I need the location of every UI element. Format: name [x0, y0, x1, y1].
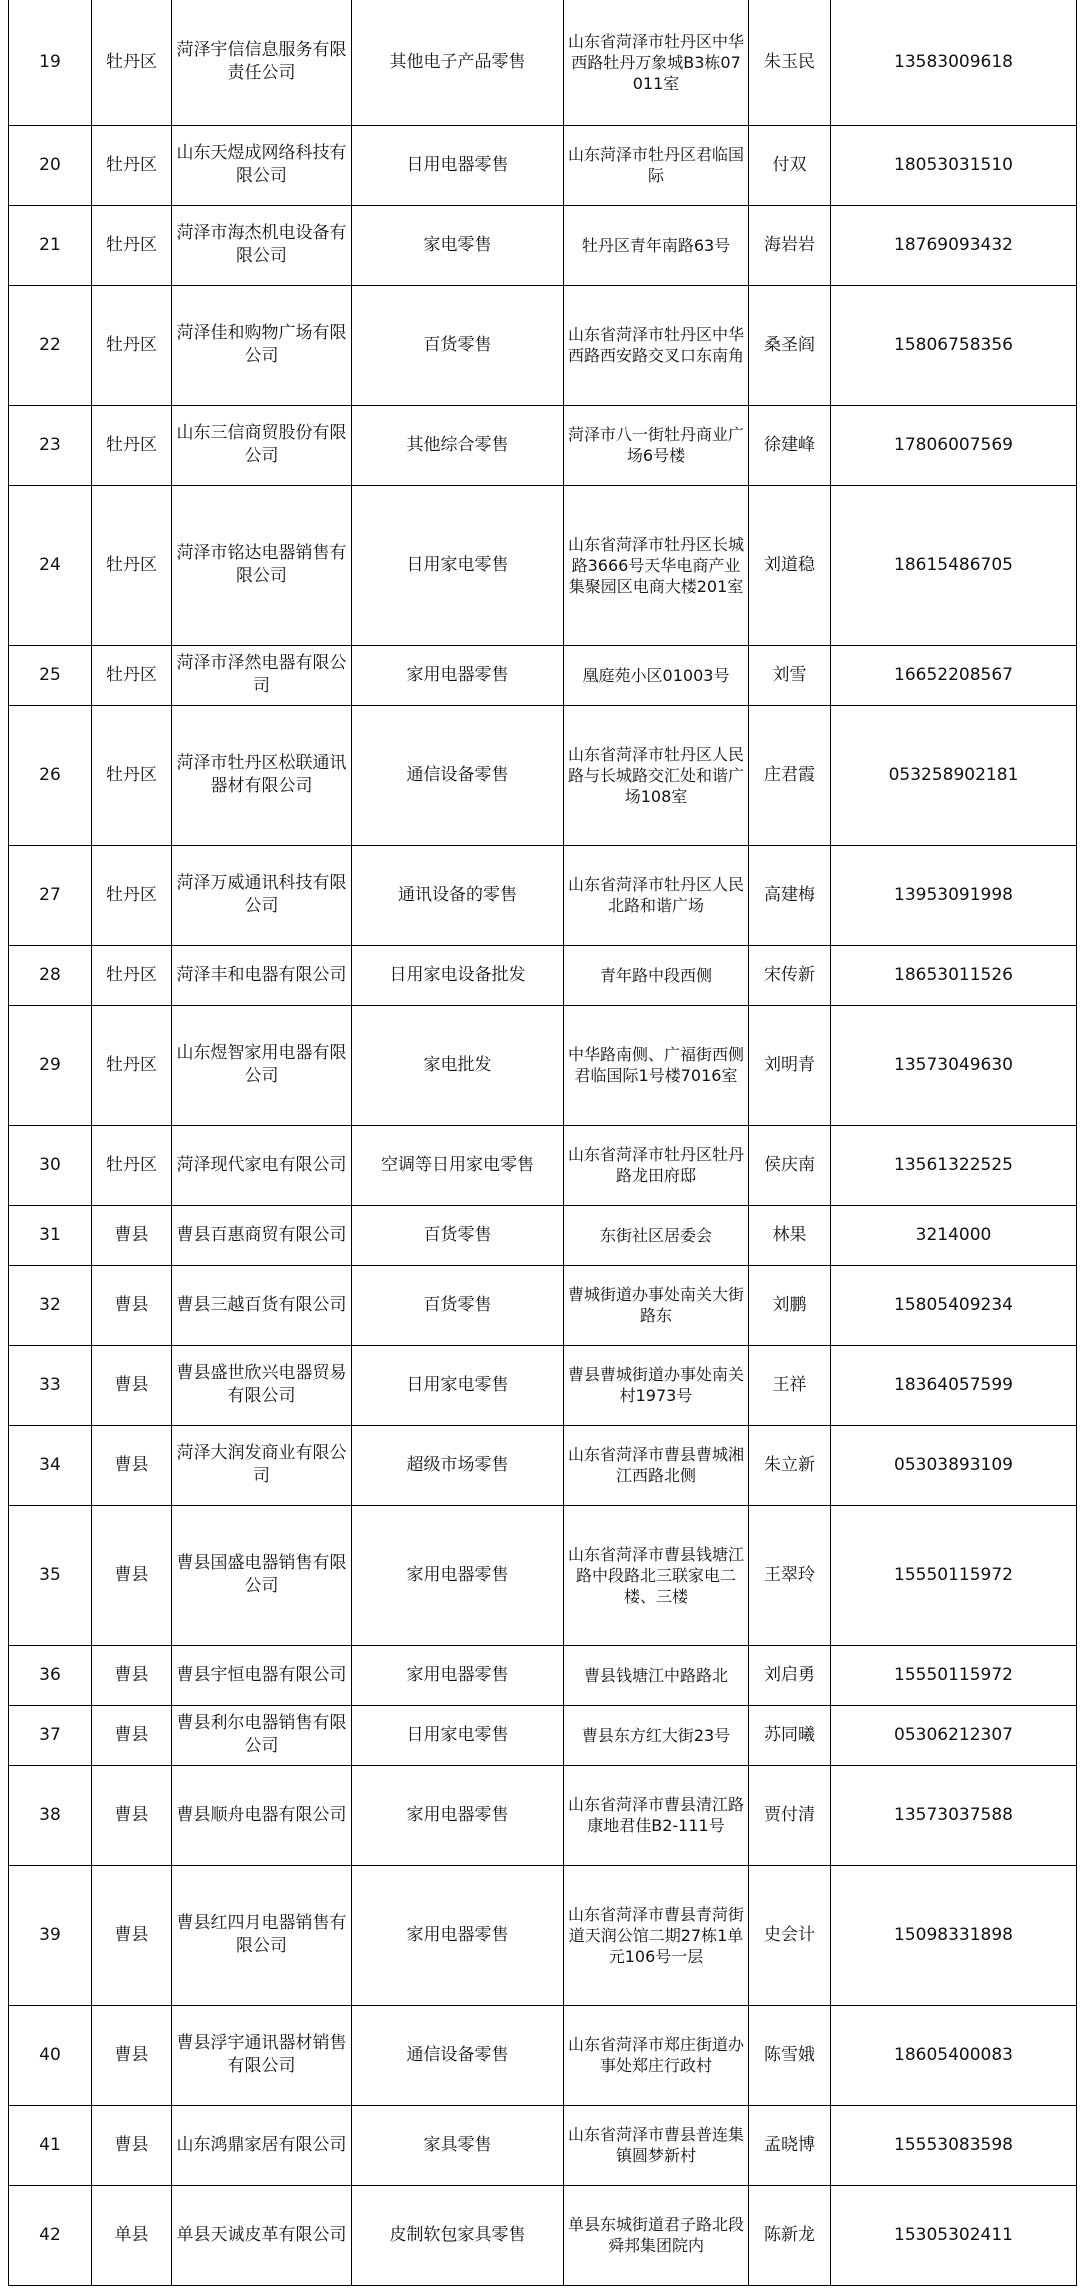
phone-cell: 18653011526	[831, 945, 1077, 1005]
phone-cell: 13583009618	[831, 0, 1077, 125]
contact-person-cell: 海岩岩	[749, 205, 831, 285]
phone-cell: 05306212307	[831, 1705, 1077, 1765]
district-cell: 曹县	[92, 1345, 172, 1425]
contact-person-cell: 王祥	[749, 1345, 831, 1425]
address-cell: 山东菏泽市牡丹区君临国际	[564, 125, 749, 205]
contact-person-cell: 陈新龙	[749, 2185, 831, 2285]
business-type-cell: 家具零售	[352, 2105, 564, 2185]
row-number: 27	[9, 845, 92, 945]
table-row	[9, 1125, 1077, 1205]
district-cell: 单县	[92, 2185, 172, 2285]
address-cell: 山东省菏泽市郑庄街道办事处郑庄行政村	[564, 2005, 749, 2105]
table-row	[9, 0, 1077, 125]
company-name-cell: 山东天煜成网络科技有限公司	[172, 125, 352, 205]
phone-cell: 15553083598	[831, 2105, 1077, 2185]
table-row	[9, 125, 1077, 205]
row-number: 24	[9, 485, 92, 645]
contact-person-cell: 陈雪娥	[749, 2005, 831, 2105]
address-cell: 山东省菏泽市牡丹区长城路3666号天华电商产业集聚园区电商大楼201室	[564, 485, 749, 645]
company-name-cell: 山东煜智家用电器有限公司	[172, 1005, 352, 1125]
contact-person-cell: 林果	[749, 1205, 831, 1265]
row-number: 40	[9, 2005, 92, 2105]
contact-person-cell: 朱立新	[749, 1425, 831, 1505]
row-number: 26	[9, 705, 92, 845]
contact-person-cell: 桑圣阎	[749, 285, 831, 405]
company-name-cell: 曹县百惠商贸有限公司	[172, 1205, 352, 1265]
table-row	[9, 2185, 1077, 2285]
contact-person-cell: 史会计	[749, 1865, 831, 2005]
address-cell: 曹县曹城街道办事处南关村1973号	[564, 1345, 749, 1425]
district-cell: 牡丹区	[92, 705, 172, 845]
phone-cell: 18364057599	[831, 1345, 1077, 1425]
business-type-cell: 家用电器零售	[352, 645, 564, 705]
company-name-cell: 曹县利尔电器销售有限公司	[172, 1705, 352, 1765]
business-type-cell: 家用电器零售	[352, 1865, 564, 2005]
table-row	[9, 1425, 1077, 1505]
business-type-cell: 其他综合零售	[352, 405, 564, 485]
contact-person-cell: 朱玉民	[749, 0, 831, 125]
business-type-cell: 日用电器零售	[352, 125, 564, 205]
company-name-cell: 山东鸿鼎家居有限公司	[172, 2105, 352, 2185]
table-row	[9, 845, 1077, 945]
district-cell: 曹县	[92, 2005, 172, 2105]
address-cell: 山东省菏泽市牡丹区人民路与长城路交汇处和谐广场108室	[564, 705, 749, 845]
phone-cell: 17806007569	[831, 405, 1077, 485]
phone-cell: 16652208567	[831, 645, 1077, 705]
contact-person-cell: 徐建峰	[749, 405, 831, 485]
district-cell: 牡丹区	[92, 945, 172, 1005]
phone-cell: 13573049630	[831, 1005, 1077, 1125]
business-type-cell: 家电零售	[352, 205, 564, 285]
contact-person-cell: 刘明青	[749, 1005, 831, 1125]
district-cell: 曹县	[92, 1205, 172, 1265]
business-type-cell: 日用家电零售	[352, 485, 564, 645]
district-cell: 曹县	[92, 2105, 172, 2185]
company-name-cell: 曹县宇恒电器有限公司	[172, 1645, 352, 1705]
company-name-cell: 菏泽丰和电器有限公司	[172, 945, 352, 1005]
table-row	[9, 405, 1077, 485]
district-cell: 牡丹区	[92, 0, 172, 125]
row-number: 31	[9, 1205, 92, 1265]
district-cell: 曹县	[92, 1265, 172, 1345]
business-type-cell: 百货零售	[352, 1265, 564, 1345]
contact-person-cell: 苏同曦	[749, 1705, 831, 1765]
row-number: 20	[9, 125, 92, 205]
row-number: 36	[9, 1645, 92, 1705]
address-cell: 中华路南侧、广福街西侧君临国际1号楼7016室	[564, 1005, 749, 1125]
district-cell: 牡丹区	[92, 485, 172, 645]
table-row	[9, 485, 1077, 645]
company-name-cell: 菏泽市海杰机电设备有限公司	[172, 205, 352, 285]
address-cell: 牡丹区青年南路63号	[564, 205, 749, 285]
row-number: 30	[9, 1125, 92, 1205]
phone-cell: 053258902181	[831, 705, 1077, 845]
district-cell: 牡丹区	[92, 645, 172, 705]
table-row	[9, 945, 1077, 1005]
row-number: 21	[9, 205, 92, 285]
merchant-table-body	[9, 0, 1077, 2285]
table-row	[9, 1265, 1077, 1345]
business-type-cell: 通信设备零售	[352, 2005, 564, 2105]
address-cell: 曹城街道办事处南关大街路东	[564, 1265, 749, 1345]
address-cell: 山东省菏泽市曹县钱塘江路中段路北三联家电二楼、三楼	[564, 1505, 749, 1645]
address-cell: 山东省菏泽市牡丹区人民北路和谐广场	[564, 845, 749, 945]
row-number: 35	[9, 1505, 92, 1645]
contact-person-cell: 刘启勇	[749, 1645, 831, 1705]
contact-person-cell: 刘道稳	[749, 485, 831, 645]
table-row	[9, 1005, 1077, 1125]
business-type-cell: 通信设备零售	[352, 705, 564, 845]
district-cell: 曹县	[92, 1865, 172, 2005]
company-name-cell: 菏泽市铭达电器销售有限公司	[172, 485, 352, 645]
company-name-cell: 菏泽大润发商业有限公司	[172, 1425, 352, 1505]
row-number: 29	[9, 1005, 92, 1125]
phone-cell: 05303893109	[831, 1425, 1077, 1505]
district-cell: 牡丹区	[92, 205, 172, 285]
company-name-cell: 曹县国盛电器销售有限公司	[172, 1505, 352, 1645]
address-cell: 山东省菏泽市曹县普连集镇圆梦新村	[564, 2105, 749, 2185]
address-cell: 曹县钱塘江中路路北	[564, 1645, 749, 1705]
row-number: 33	[9, 1345, 92, 1425]
table-row	[9, 1505, 1077, 1645]
phone-cell: 13953091998	[831, 845, 1077, 945]
contact-person-cell: 王翠玲	[749, 1505, 831, 1645]
district-cell: 牡丹区	[92, 405, 172, 485]
district-cell: 牡丹区	[92, 285, 172, 405]
address-cell: 青年路中段西侧	[564, 945, 749, 1005]
table-row	[9, 705, 1077, 845]
company-name-cell: 曹县浮宇通讯器材销售有限公司	[172, 2005, 352, 2105]
table-row	[9, 1345, 1077, 1425]
table-row	[9, 1205, 1077, 1265]
business-type-cell: 空调等日用家电零售	[352, 1125, 564, 1205]
contact-person-cell: 宋传新	[749, 945, 831, 1005]
phone-cell: 3214000	[831, 1205, 1077, 1265]
business-type-cell: 百货零售	[352, 285, 564, 405]
table-row	[9, 1705, 1077, 1765]
company-name-cell: 菏泽万威通讯科技有限公司	[172, 845, 352, 945]
address-cell: 单县东城街道君子路北段舜邦集团院内	[564, 2185, 749, 2285]
business-type-cell: 日用家电零售	[352, 1345, 564, 1425]
row-number: 38	[9, 1765, 92, 1865]
table-row	[9, 1645, 1077, 1705]
phone-cell: 15098331898	[831, 1865, 1077, 2005]
business-type-cell: 超级市场零售	[352, 1425, 564, 1505]
row-number: 25	[9, 645, 92, 705]
business-type-cell: 家电批发	[352, 1005, 564, 1125]
address-cell: 曹县东方红大街23号	[564, 1705, 749, 1765]
table-row	[9, 1765, 1077, 1865]
contact-person-cell: 侯庆南	[749, 1125, 831, 1205]
contact-person-cell: 高建梅	[749, 845, 831, 945]
table-row	[9, 285, 1077, 405]
address-cell: 山东省菏泽市曹县曹城湘江西路北侧	[564, 1425, 749, 1505]
company-name-cell: 曹县三越百货有限公司	[172, 1265, 352, 1345]
contact-person-cell: 刘雪	[749, 645, 831, 705]
company-name-cell: 山东三信商贸股份有限公司	[172, 405, 352, 485]
address-cell: 菏泽市八一街牡丹商业广场6号楼	[564, 405, 749, 485]
row-number: 34	[9, 1425, 92, 1505]
table-row	[9, 2005, 1077, 2105]
district-cell: 曹县	[92, 1765, 172, 1865]
phone-cell: 13573037588	[831, 1765, 1077, 1865]
company-name-cell: 菏泽宇信信息服务有限责任公司	[172, 0, 352, 125]
address-cell: 东街社区居委会	[564, 1205, 749, 1265]
address-cell: 山东省菏泽市曹县清江路康地君佳B2-111号	[564, 1765, 749, 1865]
business-type-cell: 日用家电零售	[352, 1705, 564, 1765]
table-row	[9, 205, 1077, 285]
row-number: 41	[9, 2105, 92, 2185]
address-cell: 山东省菏泽市牡丹区中华西路牡丹万象城B3栋07011室	[564, 0, 749, 125]
contact-person-cell: 贾付清	[749, 1765, 831, 1865]
phone-cell: 13561322525	[831, 1125, 1077, 1205]
company-name-cell: 菏泽市泽然电器有限公司	[172, 645, 352, 705]
company-name-cell: 曹县红四月电器销售有限公司	[172, 1865, 352, 2005]
merchant-table	[8, 0, 1077, 2286]
phone-cell: 15550115972	[831, 1505, 1077, 1645]
address-cell: 山东省菏泽市牡丹区牡丹路龙田府邸	[564, 1125, 749, 1205]
row-number: 22	[9, 285, 92, 405]
row-number: 39	[9, 1865, 92, 2005]
phone-cell: 18615486705	[831, 485, 1077, 645]
district-cell: 曹县	[92, 1505, 172, 1645]
district-cell: 曹县	[92, 1645, 172, 1705]
row-number: 32	[9, 1265, 92, 1345]
district-cell: 曹县	[92, 1425, 172, 1505]
company-name-cell: 菏泽现代家电有限公司	[172, 1125, 352, 1205]
company-name-cell: 曹县盛世欣兴电器贸易有限公司	[172, 1345, 352, 1425]
contact-person-cell: 庄君霞	[749, 705, 831, 845]
address-cell: 山东省菏泽市牡丹区中华西路西安路交叉口东南角	[564, 285, 749, 405]
phone-cell: 15805409234	[831, 1265, 1077, 1345]
row-number: 23	[9, 405, 92, 485]
table-row	[9, 645, 1077, 705]
business-type-cell: 家用电器零售	[352, 1765, 564, 1865]
company-name-cell: 单县天诚皮革有限公司	[172, 2185, 352, 2285]
table-row	[9, 2105, 1077, 2185]
phone-cell: 15550115972	[831, 1645, 1077, 1705]
district-cell: 牡丹区	[92, 1125, 172, 1205]
business-type-cell: 百货零售	[352, 1205, 564, 1265]
table-row	[9, 1865, 1077, 2005]
company-name-cell: 曹县顺舟电器有限公司	[172, 1765, 352, 1865]
contact-person-cell: 孟晓博	[749, 2105, 831, 2185]
contact-person-cell: 刘鹏	[749, 1265, 831, 1345]
business-type-cell: 其他电子产品零售	[352, 0, 564, 125]
row-number: 42	[9, 2185, 92, 2285]
district-cell: 牡丹区	[92, 1005, 172, 1125]
row-number: 28	[9, 945, 92, 1005]
business-type-cell: 家用电器零售	[352, 1505, 564, 1645]
business-type-cell: 皮制软包家具零售	[352, 2185, 564, 2285]
business-type-cell: 日用家电设备批发	[352, 945, 564, 1005]
district-cell: 曹县	[92, 1705, 172, 1765]
phone-cell: 18605400083	[831, 2005, 1077, 2105]
phone-cell: 18053031510	[831, 125, 1077, 205]
contact-person-cell: 付双	[749, 125, 831, 205]
district-cell: 牡丹区	[92, 125, 172, 205]
company-name-cell: 菏泽佳和购物广场有限公司	[172, 285, 352, 405]
address-cell: 凰庭苑小区01003号	[564, 645, 749, 705]
phone-cell: 18769093432	[831, 205, 1077, 285]
phone-cell: 15806758356	[831, 285, 1077, 405]
row-number: 37	[9, 1705, 92, 1765]
district-cell: 牡丹区	[92, 845, 172, 945]
company-name-cell: 菏泽市牡丹区松联通讯器材有限公司	[172, 705, 352, 845]
phone-cell: 15305302411	[831, 2185, 1077, 2285]
row-number: 19	[9, 0, 92, 125]
business-type-cell: 通讯设备的零售	[352, 845, 564, 945]
address-cell: 山东省菏泽市曹县青菏街道天润公馆二期27栋1单元106号一层	[564, 1865, 749, 2005]
business-type-cell: 家用电器零售	[352, 1645, 564, 1705]
